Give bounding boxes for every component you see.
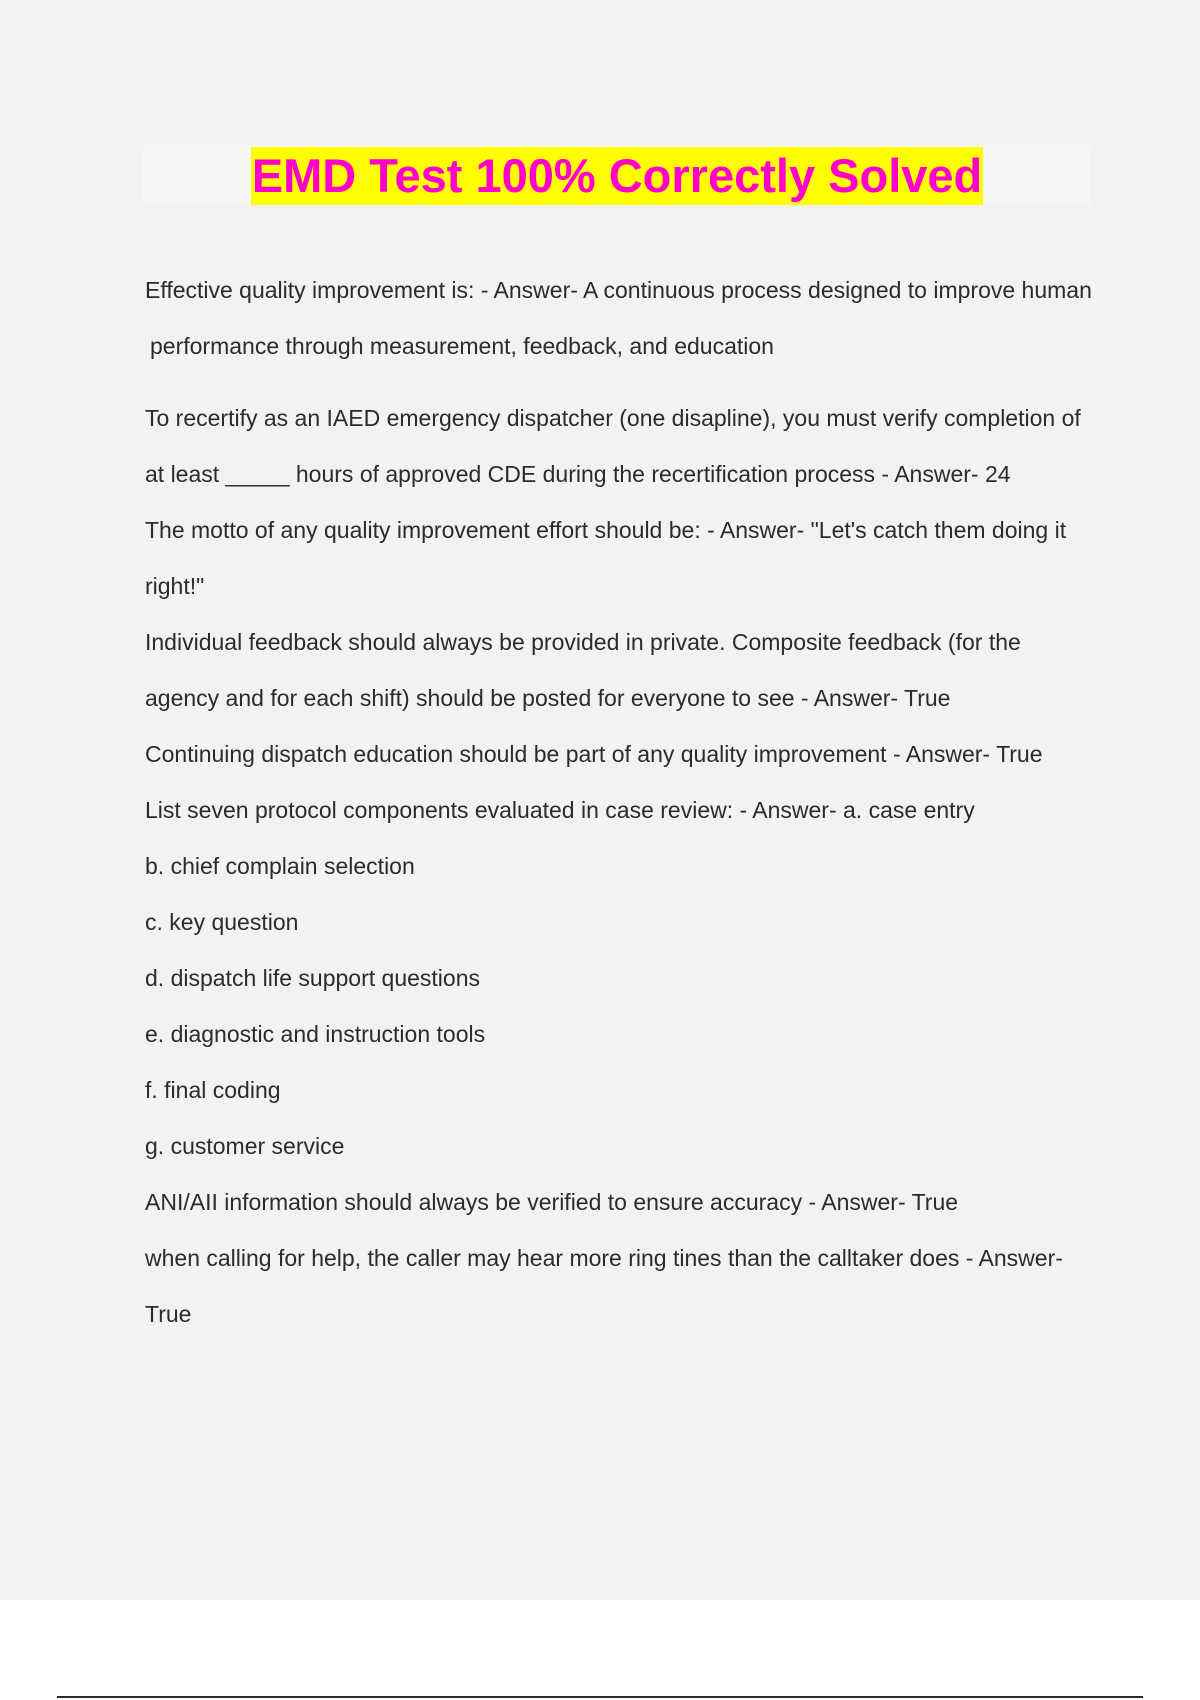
list-item: f. final coding bbox=[145, 1077, 281, 1103]
qa-paragraph: List seven protocol components evaluated in case review: - Answer- a. case entry bbox=[145, 797, 975, 823]
list-item: g. customer service bbox=[145, 1133, 345, 1159]
qa-paragraph: To recertify as an IAED emergency dispatcher (one disapline), you must verify completion of at least _____ hours of approved CDE during the recertification process - Answer- 24 bbox=[145, 405, 1081, 487]
qa-paragraph: Continuing dispatch education should be part of any quality improvement - Answer- True bbox=[145, 741, 1043, 767]
list-item: c. key question bbox=[145, 909, 299, 935]
qa-paragraph: Individual feedback should always be provided in private. Composite feedback (for the agency and for each shift) should be posted for everyone to see - Answer- True bbox=[145, 629, 1021, 711]
list-item: d. dispatch life support questions bbox=[145, 965, 480, 991]
page-divider bbox=[57, 1696, 1143, 1698]
document-body bbox=[145, 262, 1095, 1342]
qa-paragraph: ANI/AII information should always be verified to ensure accuracy - Answer- True bbox=[145, 1189, 959, 1215]
list-item: e. diagnostic and instruction tools bbox=[145, 1021, 486, 1047]
qa-paragraph: when calling for help, the caller may hear more ring tines than the calltaker does - Answer- True bbox=[145, 1245, 1063, 1327]
list-item: b. chief complain selection bbox=[145, 853, 415, 879]
title-band bbox=[143, 145, 1091, 205]
qa-paragraph: The motto of any quality improvement effort should be: - Answer- "Let's catch them doing it right!" bbox=[145, 517, 1067, 599]
document-title: EMD Test 100% Correctly Solved bbox=[251, 147, 984, 205]
qa-paragraph: Effective quality improvement is: - Answer- A continuous process designed to improve human performance through measurement, feedback, and education bbox=[145, 277, 1092, 359]
